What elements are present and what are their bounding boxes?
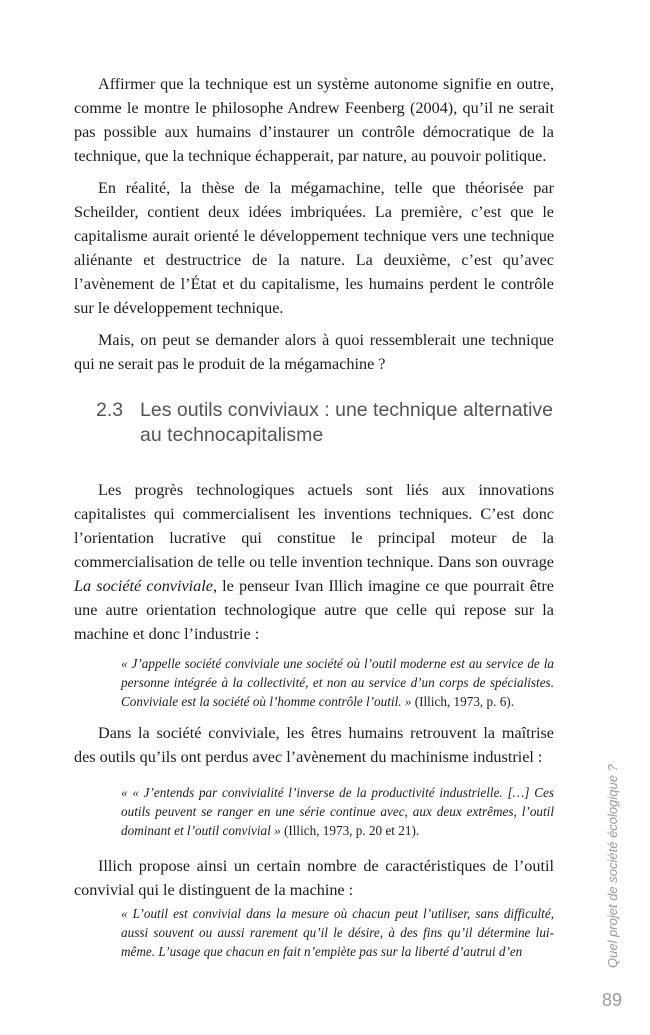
paragraph-4-text-b: , le penseur Ivan Illich imagine ce que pourrait être une autre orientation technologique autre que celle qui repose sur la machine et donc l’industrie : bbox=[74, 577, 554, 643]
paragraph-5: Dans la société conviviale, les êtres humains retrouvent la maîtrise des outils qu’ils ont perdus avec l’avènement du machinisme industriel : bbox=[74, 724, 554, 766]
paragraph-4-text-a: Les progrès technologiques actuels sont liés aux innovations capitalistes qui commercialisent les inventions techniques. C’est donc l’orientation lucrative qui constitue le principal moteur de la commercialisation de telle ou telle invention technique. Dans son ouvrage bbox=[74, 481, 554, 571]
section-heading bbox=[96, 398, 554, 448]
section-title: Les outils conviviaux : une technique alternative au technocapitalisme bbox=[140, 399, 554, 446]
quote-1-citation: (Illich, 1973, p. 6). bbox=[411, 694, 514, 709]
page-number: 89 bbox=[602, 990, 623, 1010]
paragraph-3: Mais, on peut se demander alors à quoi ressemblerait une technique qui ne serait pas le produit de la mégamachine ? bbox=[74, 331, 554, 373]
quote-1-text: « J’appelle société conviviale une société où l’outil moderne est au service de la personne intégrée à la collectivité, et non au service d’un corps de spécialistes. Conviviale est la société où l’homme contrôle l’outil. » bbox=[121, 656, 554, 709]
book-title: La société conviviale bbox=[74, 577, 213, 595]
quote-2-text: « « J’entends par convivialité l’inverse de la productivité industrielle. […] Ces outils peuvent se ranger en une série continue avec, aux deux extrêmes, l’outil dominant et l’outil convivial » bbox=[121, 785, 554, 838]
quote-3 bbox=[121, 904, 554, 961]
section-number: 2.3 bbox=[96, 399, 124, 421]
paragraph-4 bbox=[74, 478, 554, 646]
quote-1 bbox=[121, 654, 554, 711]
text-column bbox=[74, 72, 554, 971]
paragraph-6: Illich propose ainsi un certain nombre de caractéristiques de l’outil convivial qui le distinguent de la machine : bbox=[74, 857, 554, 899]
paragraph-2: En réalité, la thèse de la mégamachine, telle que théorisée par Scheilder, contient deux idées imbriquées. La première, c’est que le capitalisme aurait orienté le développement technique vers une technique aliénante et destructrice de la nature. La deuxième, c’est qu’avec l’avènement de l’État et du capitalisme, les humains perdent le contrôle sur le développement technique. bbox=[74, 179, 554, 317]
paragraph-1: Affirmer que la technique est un système autonome signifie en outre, comme le montre le philosophe Andrew Feenberg (2004), qu’il ne serait pas possible aux humains d’instaurer un contrôle démocratique de la technique, que la technique échapperait, par nature, au pouvoir politique. bbox=[74, 75, 554, 165]
quote-2-citation: (Illich, 1973, p. 20 et 21). bbox=[280, 823, 420, 838]
quote-3-text: « L’outil est convivial dans la mesure où chacun peut l’utiliser, sans difficulté, aussi souvent ou aussi rarement qu’il le désire, à des fins qu’il détermine lui-même. L’usage que chacun en fait n’empiète pas sur la liberté d’autrui d’en bbox=[121, 906, 554, 959]
quote-2 bbox=[121, 783, 554, 840]
running-header-vertical: Quel projet de société écologique ? bbox=[605, 764, 620, 968]
